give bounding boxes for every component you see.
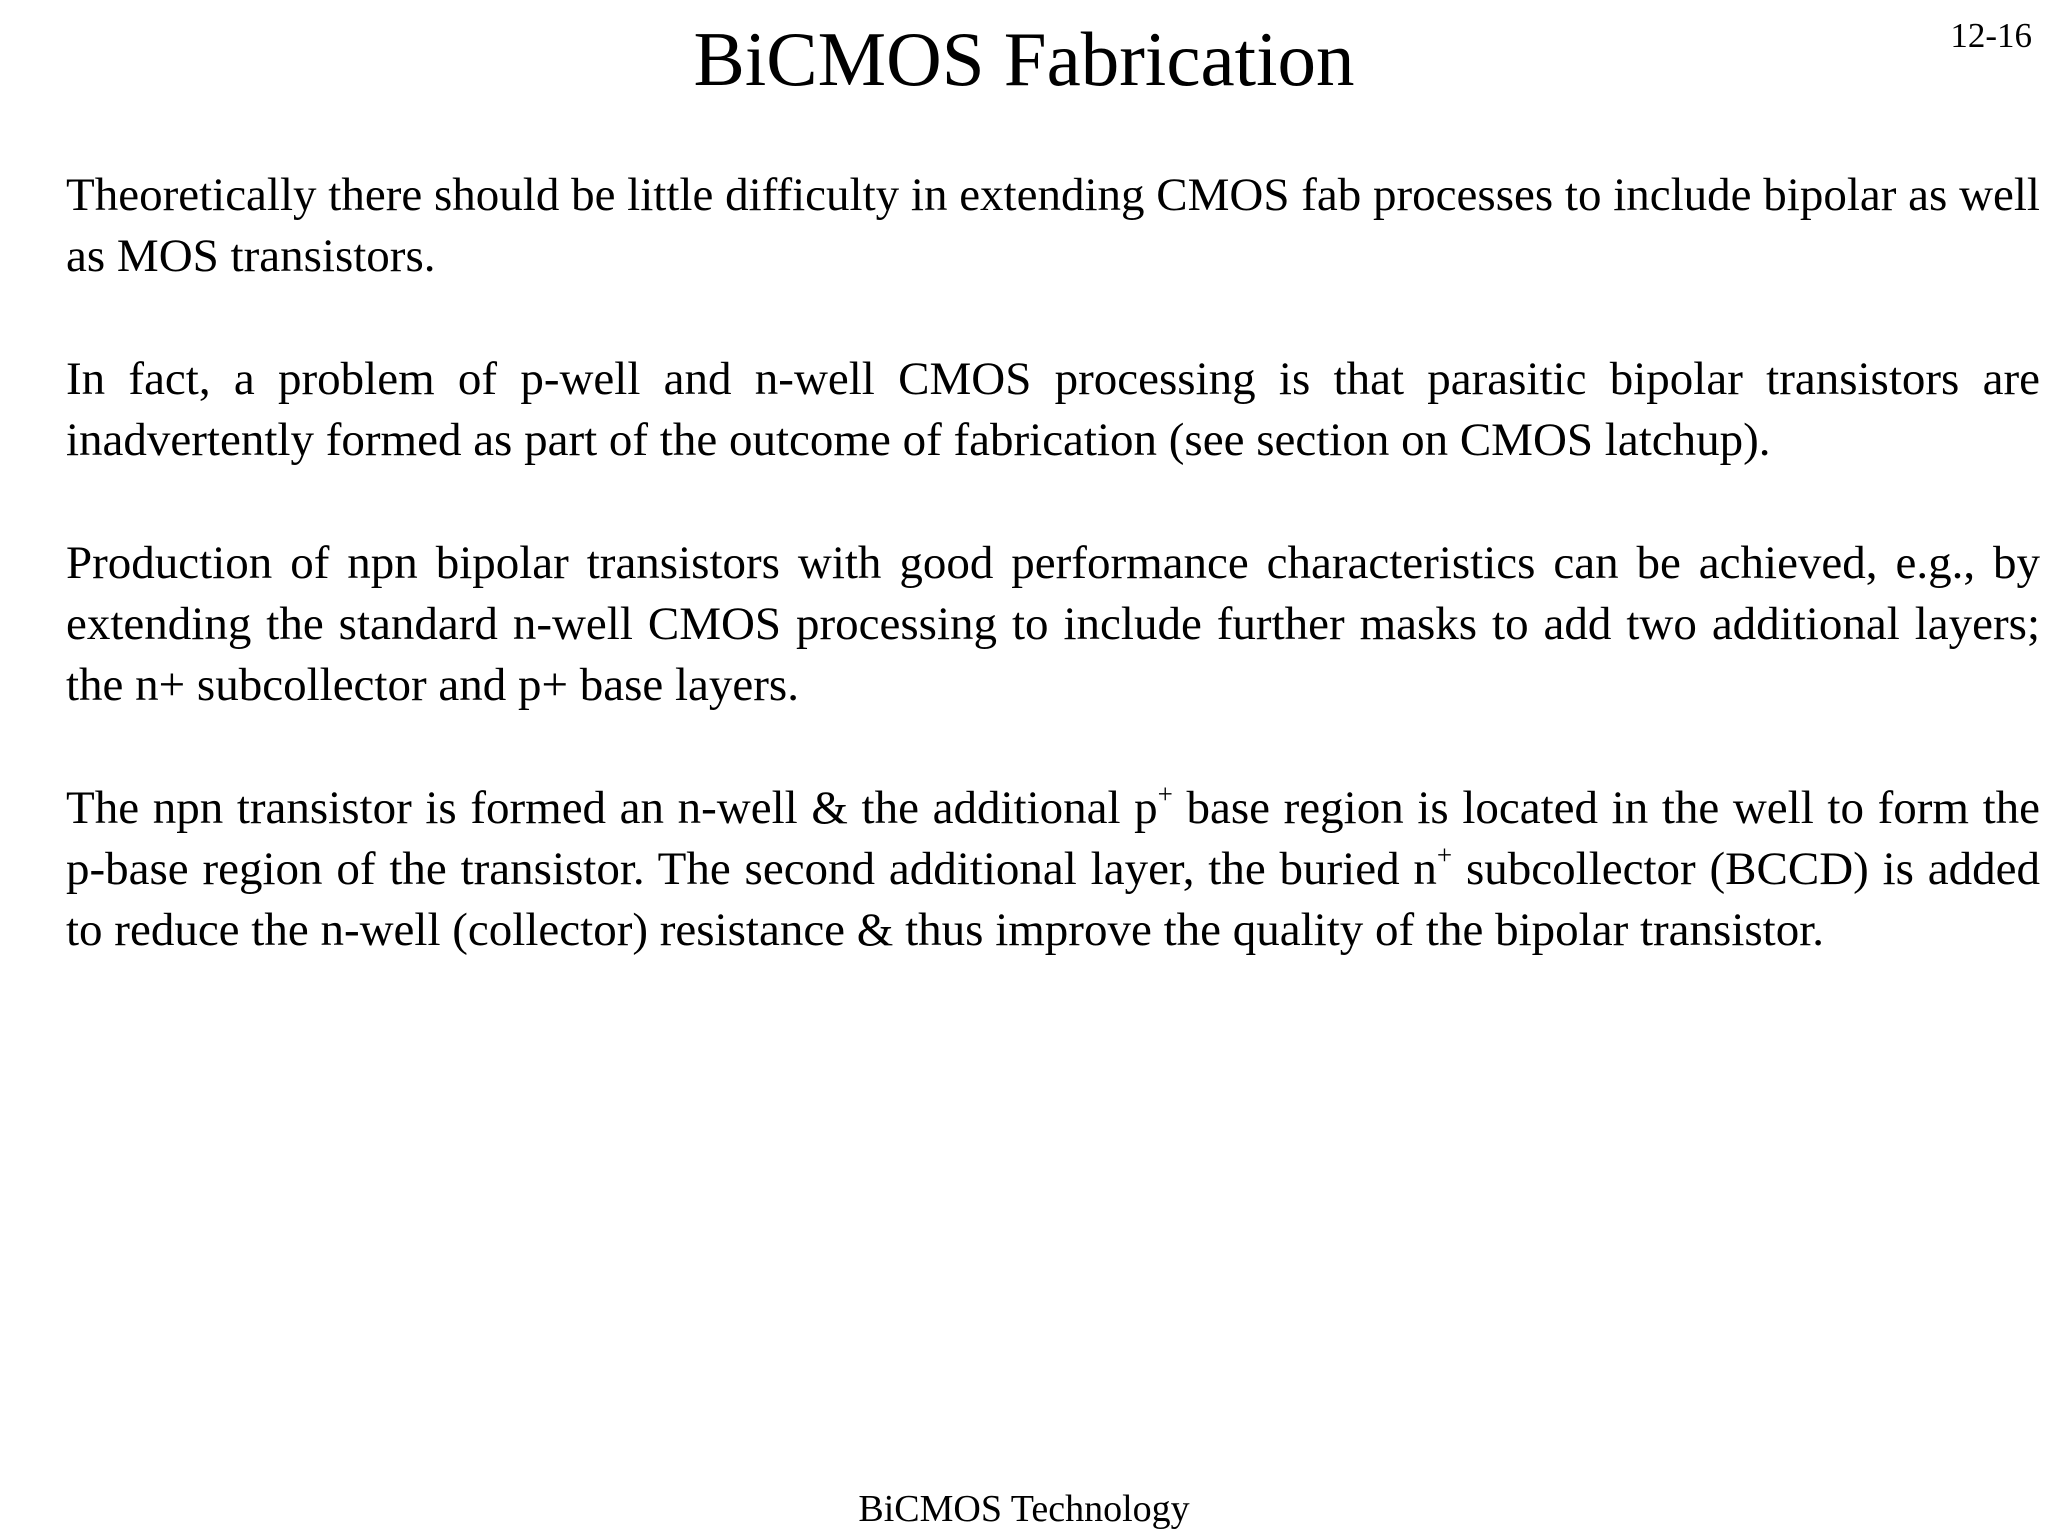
paragraph-4-part-2: base region is located in the well to form the p-base region of the transistor. The second additional layer, the buried n	[66, 782, 2040, 895]
slide-number: 12-16	[1950, 16, 2032, 55]
paragraph-1: Theoretically there should be little difficulty in extending CMOS fab processes to include bipolar as well as MOS transistors.	[66, 169, 2040, 282]
paragraph-4-part-1: The npn transistor is formed an n-well & the additional p	[66, 782, 1158, 834]
slide-title: BiCMOS Fabrication	[693, 16, 1355, 102]
slide-footer: BiCMOS Technology	[858, 1488, 1190, 1530]
paragraph-4	[66, 778, 2040, 961]
slide-body	[66, 165, 2040, 1023]
superscript-plus-2: +	[1436, 840, 1453, 871]
paragraph-2: In fact, a problem of p-well and n-well CMOS processing is that parasitic bipolar transistors are inadvertently formed as part of the outcome of fabrication (see section on CMOS latchup).	[66, 353, 2040, 466]
paragraph-4-part-3: subcollector (BCCD) is added to reduce the n-well (collector) resistance & thus improve the quality of the bipolar transistor.	[66, 843, 2041, 956]
superscript-plus-1: +	[1157, 779, 1173, 810]
paragraph-3: Production of npn bipolar transistors with good performance characteristics can be achieved, e.g., by extending the standard n-well CMOS processing to include further masks to add two additional layers; the n+ subcollector and p+ base layers.	[66, 537, 2040, 711]
